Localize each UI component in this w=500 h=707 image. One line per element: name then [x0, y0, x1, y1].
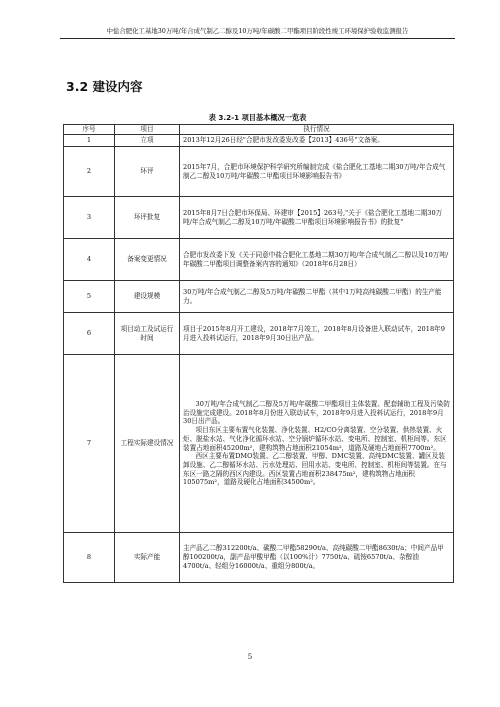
header-exec: 执行情况 [180, 125, 454, 135]
table-row [64, 239, 454, 281]
header-rule [60, 38, 455, 39]
row-exec: 30万吨/年合成气制乙二醇及5万吨/年碳酸二甲酯（其中1万吨高纯碳酸二甲酯）的生产能力。 [180, 281, 454, 313]
row-number: 1 [64, 135, 115, 147]
row-item: 环评 [115, 147, 180, 197]
header-item: 项目 [115, 125, 180, 135]
table-row [64, 281, 454, 313]
row-item: 备案变更情况 [115, 239, 180, 281]
table-row [64, 533, 454, 583]
row-number: 2 [64, 147, 115, 197]
table-header-row [64, 125, 454, 135]
row-exec: 合肥市发改委下发《关于同意中盐合肥化工基地二期30万吨/年合成气制乙二醇以及10万吨/年碳酸二甲酯项目调整备案内容的通知》（2018年6月28日） [180, 239, 454, 281]
row-item: 建设规模 [115, 281, 180, 313]
table-row [64, 197, 454, 239]
row-exec: 2013年12月26日经"合肥市发改委发改委【2013】436号"文备案。 [180, 135, 454, 147]
table-row [64, 147, 454, 197]
row-item: 项目动工及试运行时间 [115, 313, 180, 355]
table-caption: 表 3.2-1 项目基本概况一览表 [208, 113, 307, 122]
row-number: 7 [64, 355, 115, 533]
row-item: 工程实际建设情况 [115, 355, 180, 533]
exec-paragraph: 西区主要布置DMO装置、乙二醇装置、甲醇、DMC装置、高纯DMC装置、罐区及装卸设施、乙二醇循环水站、污水处理站、回用水站、变电所、控制室、机柜间等装置。在与东区一路之隔的西区内建设。西区装置占地面积238475m²，建构筑物占地面积105075m²，道路及硬化占地面积34500m²。 [183, 452, 447, 487]
row-exec: 主产品乙二醇312200t/a、碳酸二甲酯58290t/a、高纯碳酸二甲酯8630t/a；中间产品甲醇100200t/a，副产品甲酸甲酯（以100%计）7750t/a、硫铵6570t/a、杂醇油4700t/a、轻组分16000t/a、重组分800t/a。 [180, 533, 454, 583]
section-title: 3.2 建设内容 [66, 79, 143, 94]
row-number: 4 [64, 239, 115, 281]
row-number: 8 [64, 533, 115, 583]
exec-paragraph: 项目东区主要布置气化装置、净化装置、H2/CO分离装置、空分装置、供热装置、火炬、脱盐水站、气化净化循环水站、空分锅炉循环水站、变电所、控制室、机柜间等。东区装置占地面积45200m²，建构筑物占地面积21054m²，道路及硬地占地面积7700m²。 [183, 426, 447, 452]
exec-paragraph: 30万吨/年合成气制乙二醇及5万吨/年碳酸二甲酯项目主体装置、配套辅助工程及污染防治设施完成建设。2018年8月份进入联动试车，2018年9月进入投料试运行，2018年9月30日出产品。 [183, 399, 450, 426]
row-exec: 2015年7月，合肥市环境保护科学研究所编制完成《盐合肥化工基地二期30万吨/年合成气制乙二醇及10万吨/年碳酸二甲酯项目环境影响报告书》 [180, 147, 454, 197]
row-number: 3 [64, 197, 115, 239]
row-item: 实际产能 [115, 533, 180, 583]
row-exec: 2015年8月7日合肥市环保局、环建审【2015】263号,"关于《盐合肥化工基地二期30万吨/年合成气制乙二醇及10万吨/年碳酸二甲酯项目环境影响报告书》的批复" [180, 197, 454, 239]
row-exec: 项目于2015年8月开工建设，2018年7月竣工，2018年8月设备进入联动试车，2018年9月进入投料试运行，2018年9月30日出产品。 [180, 313, 454, 355]
header-num: 序号 [64, 125, 115, 135]
running-header: 中盐合肥化工基地30万吨/年合成气制乙二醇及10万吨/年碳酸二甲酯项目阶段性竣工环境保护验收监测报告 [106, 27, 409, 35]
project-overview-table [63, 124, 454, 583]
row-number: 5 [64, 281, 115, 313]
row-item: 立项 [115, 135, 180, 147]
table-row [64, 313, 454, 355]
row-item: 环评批复 [115, 197, 180, 239]
table-row [64, 135, 454, 147]
page-number: 5 [247, 653, 253, 661]
row-exec [180, 355, 454, 533]
table-row [64, 355, 454, 533]
row-number: 6 [64, 313, 115, 355]
